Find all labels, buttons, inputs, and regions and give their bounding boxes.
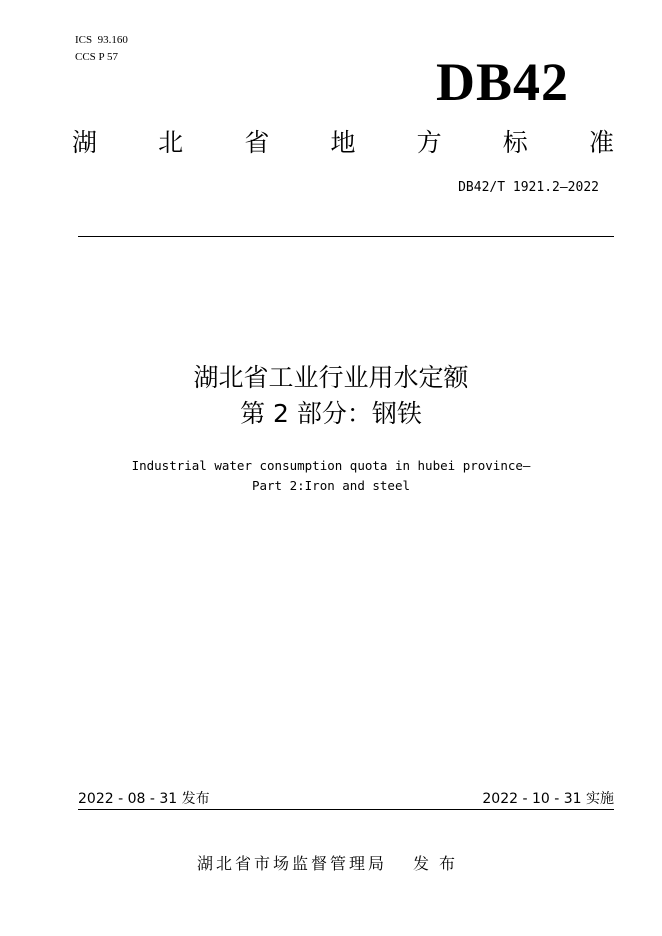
implementation-date: 2022 - 10 - 31 实施 <box>482 791 614 807</box>
english-title <box>0 456 662 496</box>
chinese-title-line-1: 湖北省工业行业用水定额 <box>193 363 469 392</box>
standard-type-char: 准 <box>588 128 614 157</box>
ccs-code: CCS P 57 <box>75 51 119 63</box>
standard-type-char: 标 <box>502 128 528 157</box>
issuer-action: 发布 <box>413 854 466 873</box>
issuer-line <box>0 852 662 876</box>
standard-type-char: 地 <box>330 128 356 157</box>
standard-number: DB42/T 1921.2—2022 <box>458 180 599 195</box>
classification-codes <box>75 32 128 66</box>
standard-type-char: 北 <box>158 128 184 157</box>
english-title-line-1: Industrial water consumption quota in hubei province— <box>131 458 531 473</box>
standard-type-char: 方 <box>416 128 442 157</box>
chinese-title-line-2: 第 2 部分：钢铁 <box>240 399 422 428</box>
standard-code: DB42 <box>435 52 569 112</box>
publish-date: 2022 - 08 - 31 发布 <box>78 791 210 807</box>
issuing-organization: 湖北省市场监督管理局 <box>196 854 387 873</box>
chinese-title <box>0 360 662 432</box>
english-title-line-2: Part 2:Iron and steel <box>251 478 411 493</box>
standard-type-char: 湖 <box>72 128 98 157</box>
top-divider <box>78 236 614 237</box>
standard-type-heading <box>72 126 614 160</box>
standard-type-char: 省 <box>244 128 270 157</box>
ics-code: ICS 93.160 <box>75 34 128 46</box>
bottom-divider <box>78 809 614 810</box>
